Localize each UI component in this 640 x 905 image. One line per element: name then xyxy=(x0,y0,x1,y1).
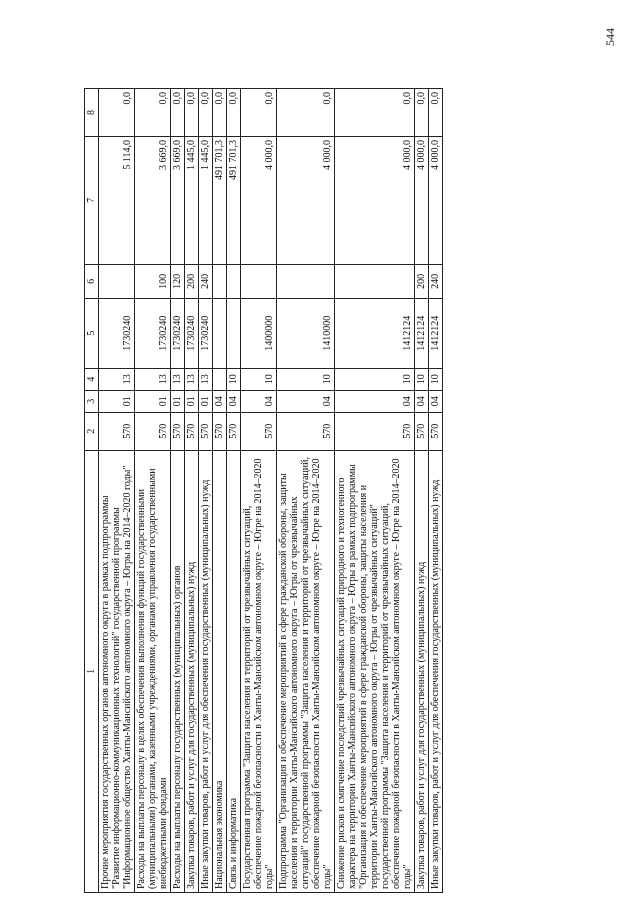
row-cell-c5 xyxy=(213,298,227,368)
row-cell-c4: 13 xyxy=(135,368,171,390)
row-cell-c6 xyxy=(227,264,241,298)
header-cell: 3 xyxy=(85,390,99,412)
row-cell-c2: 570 xyxy=(135,412,171,450)
row-cell-c3: 01 xyxy=(135,390,171,412)
row-cell-c6: 240 xyxy=(199,264,213,298)
row-description: Связь и информатика xyxy=(227,450,241,892)
row-cell-c6: 240 xyxy=(429,264,443,298)
row-description: Закупка товаров, работ и услуг для государственных (муниципальных) нужд xyxy=(185,450,199,892)
row-cell-c7: 4 000,0 xyxy=(241,136,277,264)
row-cell-c2: 570 xyxy=(185,412,199,450)
row-cell-c5: 1412124 xyxy=(335,298,415,368)
row-cell-c5: 1412124 xyxy=(415,298,429,368)
row-cell-c7: 3 669,0 xyxy=(135,136,171,264)
row-cell-c4 xyxy=(213,368,227,390)
row-cell-c4: 13 xyxy=(199,368,213,390)
table-row xyxy=(213,89,227,893)
table-row xyxy=(335,89,415,893)
row-cell-c3: 04 xyxy=(335,390,415,412)
header-cell: 5 xyxy=(85,298,99,368)
row-cell-c4: 10 xyxy=(241,368,277,390)
table-row xyxy=(135,89,171,893)
row-description: Государственная программа "Защита населения и территорий от чрезвычайных ситуаций, обеспечение пожарной безопасности в Ханты-Мансийском автономном округе – Югре на 2014–2020 годы" xyxy=(241,450,277,892)
row-cell-c6: 200 xyxy=(415,264,429,298)
header-cell: 4 xyxy=(85,368,99,390)
row-cell-c8: 0,0 xyxy=(277,89,335,137)
row-cell-c8: 0,0 xyxy=(213,89,227,137)
row-cell-c3: 04 xyxy=(277,390,335,412)
row-cell-c8: 0,0 xyxy=(335,89,415,137)
row-cell-c6 xyxy=(99,264,135,298)
row-cell-c7: 5 114,0 xyxy=(99,136,135,264)
row-cell-c8: 0,0 xyxy=(199,89,213,137)
row-cell-c6: 100 xyxy=(135,264,171,298)
row-cell-c5 xyxy=(227,298,241,368)
row-cell-c2: 570 xyxy=(277,412,335,450)
row-description: Закупка товаров, работ и услуг для государственных (муниципальных) нужд xyxy=(415,450,429,892)
row-cell-c6 xyxy=(241,264,277,298)
row-cell-c7: 4 000,0 xyxy=(277,136,335,264)
row-description: Расходы на выплаты персоналу государственных (муниципальных) органов xyxy=(171,450,185,892)
row-cell-c7: 1 445,0 xyxy=(185,136,199,264)
row-cell-c2: 570 xyxy=(171,412,185,450)
table-row xyxy=(99,89,135,893)
row-description: Иные закупки товаров, работ и услуг для обеспечения государственных (муниципальных) нужд xyxy=(429,450,443,892)
header-cell: 6 xyxy=(85,264,99,298)
row-cell-c3: 04 xyxy=(429,390,443,412)
row-cell-c3: 04 xyxy=(241,390,277,412)
row-cell-c3: 01 xyxy=(185,390,199,412)
row-cell-c8: 0,0 xyxy=(241,89,277,137)
row-cell-c3: 04 xyxy=(213,390,227,412)
row-cell-c4: 10 xyxy=(277,368,335,390)
row-cell-c8: 0,0 xyxy=(429,89,443,137)
row-description: Расходы на выплаты персоналу в целях обеспечения выполнения функций государственными (муниципальными) органами, казенными учреждениями, органами управления государственными внебюджетными фондами xyxy=(135,450,171,892)
row-cell-c5: 1730240 xyxy=(199,298,213,368)
row-description: Прочие мероприятия государственных органов автономного округа в рамках подпрограммы "Развитие информационно-коммуникационных технологий" государственной программы "Информационное общество Ханты-Мансийского автономного округа – Югры на 2014–2020 годы" xyxy=(99,450,135,892)
row-cell-c6: 120 xyxy=(171,264,185,298)
header-cell: 1 xyxy=(85,450,99,892)
row-cell-c8: 0,0 xyxy=(415,89,429,137)
row-cell-c7: 4 000,0 xyxy=(335,136,415,264)
row-cell-c4: 10 xyxy=(429,368,443,390)
row-cell-c7: 3 669,0 xyxy=(171,136,185,264)
header-row xyxy=(85,89,99,893)
rotated-content xyxy=(84,88,594,893)
row-cell-c2: 570 xyxy=(429,412,443,450)
row-cell-c5: 1730240 xyxy=(185,298,199,368)
table-row xyxy=(415,89,429,893)
row-cell-c4: 13 xyxy=(99,368,135,390)
table-row xyxy=(429,89,443,893)
header-cell: 8 xyxy=(85,89,99,137)
row-cell-c4: 10 xyxy=(335,368,415,390)
row-description: Национальная экономика xyxy=(213,450,227,892)
row-cell-c6 xyxy=(213,264,227,298)
table-row xyxy=(185,89,199,893)
row-cell-c2: 570 xyxy=(213,412,227,450)
row-cell-c7: 1 445,0 xyxy=(199,136,213,264)
row-cell-c6 xyxy=(277,264,335,298)
table-row xyxy=(241,89,277,893)
row-description: Иные закупки товаров, работ и услуг для обеспечения государственных (муниципальных) нужд xyxy=(199,450,213,892)
row-cell-c6: 200 xyxy=(185,264,199,298)
row-description: Снижение рисков и смягчение последствий чрезвычайных ситуаций природного и техногенного характера на территории Ханты-Мансийского автономного округа – Югры в рамках подпрограммы "Организация и обеспечение мероприятий в сфере гражданской обороны, защиты населения и территории Ханты-Мансийского автономного округа – Югры от чрезвычайных ситуаций" государственной программы "Защита населения и территорий от чрезвычайных ситуаций, обеспечение пожарной безопасности в Ханты-Мансийском автономном округе – Югре на 2014–2020 годы" xyxy=(335,450,415,892)
header-cell: 2 xyxy=(85,412,99,450)
row-cell-c2: 570 xyxy=(415,412,429,450)
row-cell-c2: 570 xyxy=(199,412,213,450)
row-cell-c3: 04 xyxy=(415,390,429,412)
row-cell-c5: 1412124 xyxy=(429,298,443,368)
row-cell-c4: 13 xyxy=(171,368,185,390)
row-cell-c7: 4 000,0 xyxy=(415,136,429,264)
row-cell-c8: 0,0 xyxy=(135,89,171,137)
rotated-page xyxy=(84,88,594,893)
row-cell-c4: 13 xyxy=(185,368,199,390)
row-cell-c5: 1730240 xyxy=(135,298,171,368)
table-row xyxy=(199,89,213,893)
row-cell-c8: 0,0 xyxy=(227,89,241,137)
row-cell-c5: 1730240 xyxy=(99,298,135,368)
row-cell-c8: 0,0 xyxy=(99,89,135,137)
row-cell-c5: 1730240 xyxy=(171,298,185,368)
row-cell-c3: 01 xyxy=(99,390,135,412)
table-row xyxy=(227,89,241,893)
row-cell-c4: 10 xyxy=(415,368,429,390)
row-cell-c4: 10 xyxy=(227,368,241,390)
row-cell-c2: 570 xyxy=(99,412,135,450)
row-cell-c7: 4 000,0 xyxy=(429,136,443,264)
table-row xyxy=(277,89,335,893)
row-cell-c5: 1410000 xyxy=(277,298,335,368)
table-row xyxy=(171,89,185,893)
row-cell-c3: 04 xyxy=(227,390,241,412)
row-cell-c6 xyxy=(335,264,415,298)
row-cell-c8: 0,0 xyxy=(185,89,199,137)
row-cell-c2: 570 xyxy=(335,412,415,450)
row-cell-c7: 491 701,3 xyxy=(213,136,227,264)
row-description: Подпрограмма "Организация и обеспечение мероприятий в сфере гражданской обороны, защиты населения и территории Ханты-Мансийского автономного округа – Югры от чрезвычайных ситуаций" государственной программы "Защита населения и территорий от чрезвычайных ситуаций, обеспечение пожарной безопасности в Ханты-Мансийском автономном округе – Югре на 2014–2020 годы" xyxy=(277,450,335,892)
page-number: 544 xyxy=(603,28,617,46)
row-cell-c3: 01 xyxy=(199,390,213,412)
row-cell-c5: 1400000 xyxy=(241,298,277,368)
row-cell-c7: 491 701,3 xyxy=(227,136,241,264)
budget-table xyxy=(84,88,443,893)
row-cell-c8: 0,0 xyxy=(171,89,185,137)
row-cell-c2: 570 xyxy=(227,412,241,450)
row-cell-c3: 01 xyxy=(171,390,185,412)
header-cell: 7 xyxy=(85,136,99,264)
row-cell-c2: 570 xyxy=(241,412,277,450)
